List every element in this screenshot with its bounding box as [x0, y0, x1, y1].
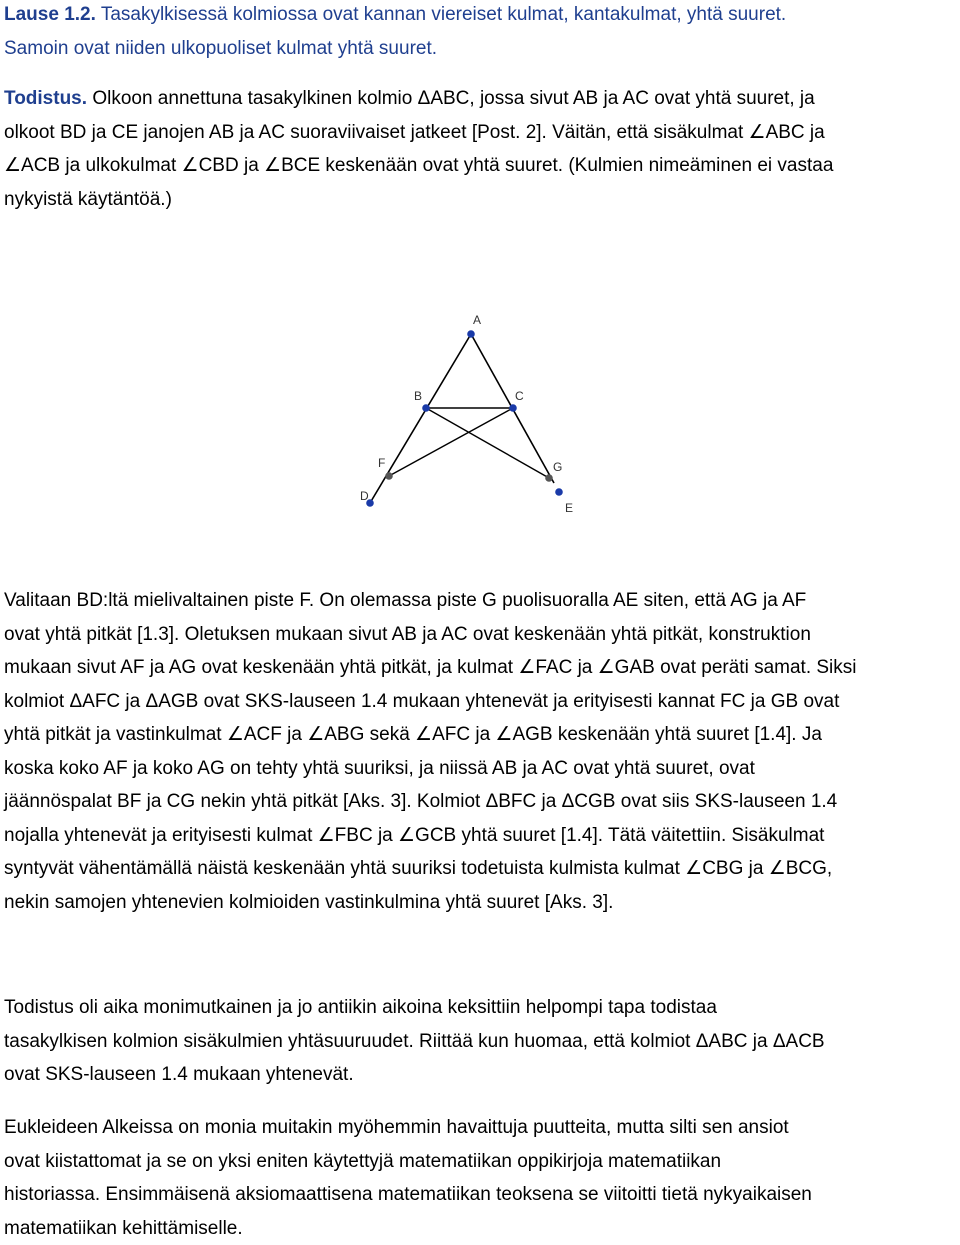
proof-line: ovat yhtä pitkät [1.3]. Oletuksen mukaan sivut AB ja AC ovat keskenään yhtä pitkät, konstruktion [4, 618, 944, 652]
history-line: historiassa. Ensimmäisenä aksiomaattisena matematiikan teoksena se viitoitti tietä nykyaikaisen [4, 1178, 944, 1212]
point-G [545, 474, 553, 482]
proof-intro-line-3: ∠ACB ja ulkokulmat ∠CBD ja ∠BCE keskenään ovat yhtä suuret. (Kulmien nimeäminen ei vastaa [4, 149, 944, 183]
label-F: F [378, 456, 385, 470]
note-line: Todistus oli aika monimutkainen ja jo antiikin aikoina keksittiin helpompi tapa todistaa [4, 991, 944, 1025]
label-G: G [553, 460, 562, 474]
label-D: D [360, 489, 369, 503]
triangle-diagram [352, 310, 584, 520]
theorem-heading: Lause 1.2. [4, 4, 96, 25]
label-B: B [414, 389, 422, 403]
segment-CF [389, 408, 513, 476]
proof-heading: Todistus. [4, 88, 87, 109]
proof-line: nekin samojen yhtenevien kolmioiden vastinkulmina yhtä suuret [Aks. 3]. [4, 886, 944, 920]
segment-BG [426, 408, 549, 478]
proof-paragraph [4, 584, 944, 919]
label-C: C [515, 389, 524, 403]
proof-intro-line-1 [4, 82, 944, 116]
proof-line: jäännöspalat BF ja CG nekin yhtä pitkät [Aks. 3]. Kolmiot ΔBFC ja ΔCGB ovat siis SKS-lauseen 1.4 [4, 785, 944, 819]
theorem-line-2: Samoin ovat niiden ulkopuoliset kulmat yhtä suuret. [4, 32, 944, 66]
point-B [422, 404, 430, 412]
point-C [509, 404, 517, 412]
proof-line: syntyvät vähentämällä näistä keskenään yhtä suuriksi todetuista kulmista kulmat ∠CBG ja ∠BCG, [4, 852, 944, 886]
theorem-text-1: Tasakylkisessä kolmiossa ovat kannan viereiset kulmat, kantakulmat, yhtä suuret. [96, 4, 786, 25]
history-paragraph [4, 1111, 944, 1245]
proof-line: Valitaan BD:ltä mielivaltainen piste F. On olemassa piste G puolisuoralla AE siten, että AG ja AF [4, 584, 944, 618]
note-line: ovat SKS-lauseen 1.4 mukaan yhtenevät. [4, 1058, 944, 1092]
history-line: Eukleideen Alkeissa on monia muitakin myöhemmin havaittuja puutteita, mutta silti sen ansiot [4, 1111, 944, 1145]
proof-line: kolmiot ΔAFC ja ΔAGB ovat SKS-lauseen 1.4 mukaan yhtenevät ja erityisesti kannat FC ja GB ovat [4, 685, 944, 719]
proof-intro-text-1: Olkoon annettuna tasakylkinen kolmio ΔABC, jossa sivut AB ja AC ovat yhtä suuret, ja [87, 88, 815, 109]
proof-intro-paragraph [4, 82, 944, 216]
point-E [555, 488, 563, 496]
proof-intro-line-2: olkoot BD ja CE janojen AB ja AC suoraviivaiset jatkeet [Post. 2]. Väitän, että sisäkulmat ∠ABC ja [4, 116, 944, 150]
note-paragraph [4, 991, 944, 1092]
triangle-figure [352, 310, 584, 520]
proof-intro-line-4: nykyistä käytäntöä.) [4, 183, 944, 217]
theorem-paragraph [4, 0, 944, 65]
label-A: A [473, 313, 481, 327]
proof-line: koska koko AF ja koko AG on tehty yhtä suuriksi, ja niissä AB ja AC ovat yhtä suuret, ovat [4, 752, 944, 786]
proof-line: nojalla yhtenevät ja erityisesti kulmat ∠FBC ja ∠GCB yhtä suuret [1.4]. Tätä väitettiin. Sisäkulmat [4, 819, 944, 853]
proof-line: yhtä pitkät ja vastinkulmat ∠ACF ja ∠ABG sekä ∠AFC ja ∠AGB keskenään yhtä suuret [1.4]. Ja [4, 718, 944, 752]
label-E: E [565, 501, 573, 515]
segment-AD [370, 334, 471, 503]
history-line: ovat kiistattomat ja se on yksi eniten käytettyjä matematiikan oppikirjoja matematiikan [4, 1145, 944, 1179]
point-A [467, 330, 475, 338]
history-line: matematiikan kehittämiselle. [4, 1212, 944, 1245]
theorem-line-1 [4, 0, 944, 32]
note-line: tasakylkisen kolmion sisäkulmien yhtäsuuruudet. Riittää kun huomaa, että kolmiot ΔABC ja ΔACB [4, 1025, 944, 1059]
proof-line: mukaan sivut AF ja AG ovat keskenään yhtä pitkät, ja kulmat ∠FAC ja ∠GAB ovat peräti samat. Siksi [4, 651, 944, 685]
point-F [385, 472, 393, 480]
